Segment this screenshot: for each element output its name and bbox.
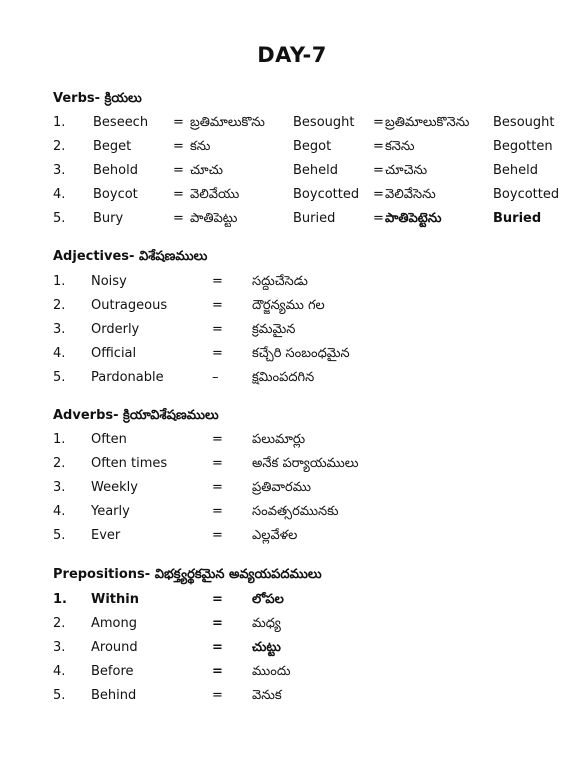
- adverb-word: Yearly: [91, 504, 130, 519]
- table-row: [0, 430, 584, 450]
- table-row: [0, 185, 584, 205]
- table-row: [0, 137, 584, 157]
- equals-sign: =: [212, 592, 223, 607]
- equals-sign: =: [212, 346, 223, 361]
- past-meaning: చూచెను: [385, 163, 428, 178]
- row-number: 2.: [53, 616, 66, 631]
- table-row: [0, 454, 584, 474]
- row-number: 3.: [53, 163, 66, 178]
- table-row: [0, 272, 584, 292]
- equals-sign: =: [373, 163, 384, 178]
- past-tense: Buried: [293, 211, 336, 226]
- table-row: [0, 502, 584, 522]
- adjective-word: Official: [91, 346, 137, 361]
- verb-word: Beget: [93, 139, 132, 154]
- row-number: 1.: [53, 432, 66, 447]
- equals-sign: =: [212, 528, 223, 543]
- equals-sign: =: [212, 432, 223, 447]
- past-meaning: కనెను: [385, 139, 415, 154]
- adverb-meaning: పలుమార్లు: [252, 432, 306, 447]
- verbs-heading: Verbs- క్రియలు: [53, 91, 142, 106]
- equals-sign: =: [212, 480, 223, 495]
- past-tense: Boycotted: [293, 187, 360, 202]
- equals-sign: =: [212, 322, 223, 337]
- row-number: 1.: [53, 274, 66, 289]
- preposition-meaning: మధ్య: [252, 616, 281, 631]
- adjective-meaning: దౌర్జన్యము గల: [252, 298, 325, 313]
- past-participle: Begotten: [493, 139, 553, 154]
- preposition-meaning: వెనుక: [252, 688, 282, 703]
- adverb-word: Often: [91, 432, 127, 447]
- table-row: [0, 296, 584, 316]
- past-tense: Beheld: [293, 163, 339, 178]
- past-meaning: పాతిపెట్టెను: [385, 211, 442, 226]
- preposition-word: Behind: [91, 688, 137, 703]
- row-number: 5.: [53, 528, 66, 543]
- adjective-meaning: క్రమమైన: [252, 322, 296, 337]
- equals-sign: =: [212, 274, 223, 289]
- past-participle: Besought: [493, 115, 555, 130]
- equals-sign: =: [173, 187, 184, 202]
- adjectives-heading: Adjectives- విశేషణములు: [53, 249, 208, 264]
- table-row: [0, 478, 584, 498]
- table-row: [0, 209, 584, 229]
- past-tense: Begot: [293, 139, 332, 154]
- table-row: [0, 320, 584, 340]
- past-tense: Besought: [293, 115, 355, 130]
- verb-word: Boycot: [93, 187, 138, 202]
- verb-meaning: కను: [190, 139, 211, 154]
- past-meaning: వెలివేసెను: [385, 187, 436, 202]
- verb-word: Behold: [93, 163, 138, 178]
- verb-word: Beseech: [93, 115, 149, 130]
- adjective-meaning: కచ్చేరి సంబంధమైన: [252, 346, 350, 361]
- equals-sign: =: [212, 664, 223, 679]
- equals-sign: =: [173, 139, 184, 154]
- row-number: 2.: [53, 456, 66, 471]
- equals-sign: =: [212, 616, 223, 631]
- row-number: 4.: [53, 346, 66, 361]
- adjective-word: Outrageous: [91, 298, 168, 313]
- table-row: [0, 161, 584, 181]
- past-participle: Buried: [493, 211, 542, 226]
- table-row: [0, 113, 584, 133]
- dash-sign: –: [212, 370, 219, 385]
- equals-sign: =: [212, 640, 223, 655]
- past-participle: Boycotted: [493, 187, 560, 202]
- equals-sign: =: [212, 688, 223, 703]
- equals-sign: =: [173, 211, 184, 226]
- adverb-word: Ever: [91, 528, 121, 543]
- adjective-meaning: క్షమింపదగిన: [252, 370, 315, 385]
- verb-meaning: పాతిపెట్టు: [190, 211, 238, 226]
- row-number: 5.: [53, 370, 66, 385]
- adverb-meaning: ఎల్లవేళల: [252, 528, 298, 543]
- adverbs-heading: Adverbs- క్రియావిశేషణములు: [53, 408, 219, 423]
- row-number: 3.: [53, 322, 66, 337]
- table-row: [0, 368, 584, 388]
- table-row: [0, 344, 584, 364]
- adjective-word: Orderly: [91, 322, 140, 337]
- adjective-meaning: సద్దుచేసెడు: [252, 274, 308, 289]
- preposition-word: Within: [91, 592, 139, 607]
- table-row: [0, 686, 584, 706]
- table-row: [0, 614, 584, 634]
- prepositions-heading: Prepositions- విభక్త్యర్థకమైన అవ్యయపదములు: [53, 567, 322, 582]
- row-number: 4.: [53, 504, 66, 519]
- equals-sign: =: [373, 115, 384, 130]
- preposition-word: Before: [91, 664, 134, 679]
- table-row: [0, 526, 584, 546]
- row-number: 4.: [53, 187, 66, 202]
- equals-sign: =: [212, 456, 223, 471]
- row-number: 3.: [53, 640, 66, 655]
- row-number: 5.: [53, 688, 66, 703]
- past-meaning: బ్రతిమాలుకొనెను: [385, 115, 470, 130]
- past-participle: Beheld: [493, 163, 539, 178]
- table-row: [0, 638, 584, 658]
- equals-sign: =: [173, 163, 184, 178]
- preposition-meaning: చుట్టు: [252, 640, 281, 655]
- preposition-meaning: లోపల: [252, 592, 284, 607]
- adverb-meaning: అనేక పర్యాయములు: [252, 456, 359, 471]
- page-title: DAY-7: [257, 43, 327, 67]
- table-row: [0, 662, 584, 682]
- row-number: 2.: [53, 298, 66, 313]
- equals-sign: =: [212, 504, 223, 519]
- adverb-meaning: సంవత్సరమునకు: [252, 504, 339, 519]
- verb-meaning: వెలివేయు: [190, 187, 240, 202]
- table-row: [0, 590, 584, 610]
- adverb-word: Weekly: [91, 480, 138, 495]
- row-number: 4.: [53, 664, 66, 679]
- adjective-word: Noisy: [91, 274, 127, 289]
- row-number: 5.: [53, 211, 66, 226]
- row-number: 1.: [53, 592, 67, 607]
- adverb-word: Often times: [91, 456, 168, 471]
- preposition-word: Around: [91, 640, 138, 655]
- verb-meaning: బ్రతిమాలుకొను: [190, 115, 265, 130]
- verb-meaning: చూచు: [190, 163, 223, 178]
- adjective-word: Pardonable: [91, 370, 164, 385]
- preposition-meaning: ముందు: [252, 664, 291, 679]
- row-number: 1.: [53, 115, 66, 130]
- preposition-word: Among: [91, 616, 138, 631]
- equals-sign: =: [373, 139, 384, 154]
- row-number: 3.: [53, 480, 66, 495]
- equals-sign: =: [212, 298, 223, 313]
- equals-sign: =: [373, 187, 384, 202]
- row-number: 2.: [53, 139, 66, 154]
- verb-word: Bury: [93, 211, 124, 226]
- equals-sign: =: [173, 115, 184, 130]
- adverb-meaning: ప్రతివారము: [252, 480, 311, 495]
- equals-sign: =: [373, 211, 384, 226]
